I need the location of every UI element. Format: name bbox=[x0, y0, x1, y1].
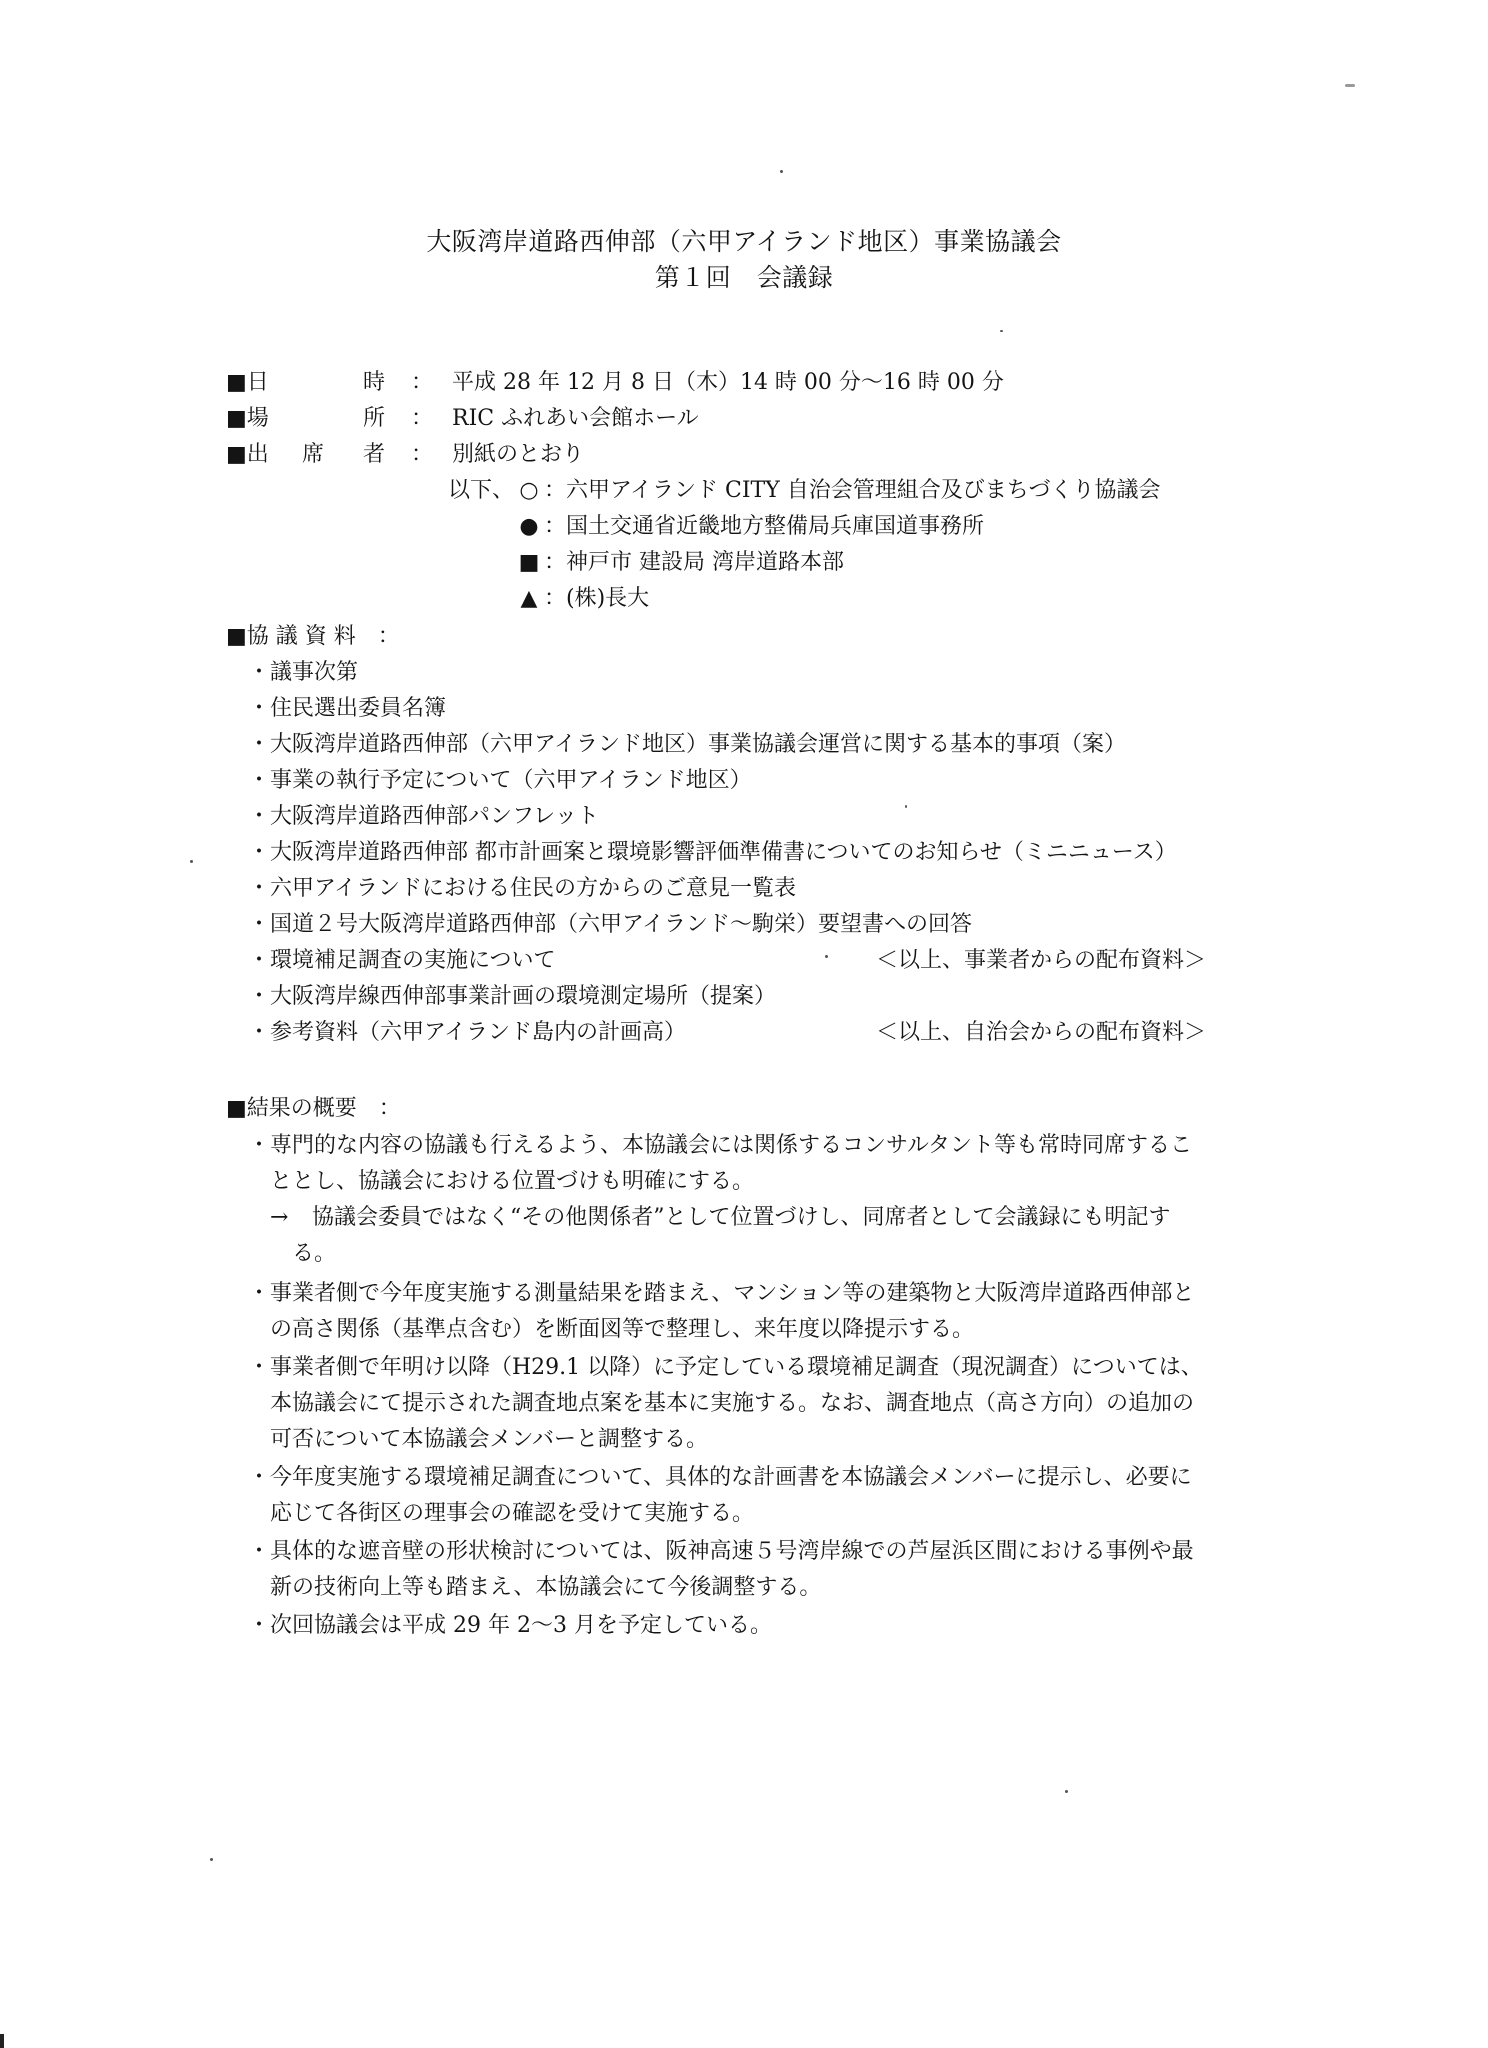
material-item: ・議事次第 bbox=[248, 660, 359, 685]
square-filled-icon: ■ bbox=[518, 550, 540, 575]
legend-item: ● ：国土交通省近畿地方整備局兵庫国道事務所 bbox=[514, 512, 984, 542]
materials-note-association: ＜以上、自治会からの配布資料＞ bbox=[876, 1020, 1207, 1045]
material-item: ・大阪湾岸道路西伸部（六甲アイランド地区）事業協議会運営に関する基本的事項（案） bbox=[248, 732, 1127, 757]
field-value: 平成 28 年 12 月 8 日（木）14 時 00 分～16 時 00 分 bbox=[452, 370, 1004, 395]
scan-speck bbox=[1000, 330, 1003, 332]
results-label: ■結果の概要 ： bbox=[226, 1096, 401, 1121]
document-title: 大阪湾岸道路西伸部（六甲アイランド地区）事業協議会 bbox=[426, 227, 1062, 256]
materials-note-operator: ＜以上、事業者からの配布資料＞ bbox=[876, 948, 1207, 973]
scan-speck bbox=[1065, 1790, 1068, 1793]
scan-speck bbox=[825, 955, 828, 958]
document-page: 大阪湾岸道路西伸部（六甲アイランド地区）事業協議会 第１回 会議録 ■日 時 ： 平成 28 年 12 月 8 日（木）14 時 00 分～16 時 00 分 ■場 所 ： RIC ふれあい会館ホール ■出 席 者 ： 別紙のとおり 以下、 ○ ：六甲アイランド CITY 自治会管理組合及びまちづくり協議会 ● ：国土交通省近畿地方整備局兵庫国道事務所 ■ ：神戸市 建設局 湾岸道路本部 ▲ ：(株)長大 ■協 議 資 料 ： ・議事次第 ・住民選出委員名簿 ・大阪湾岸道路西伸部（六甲アイランド地区）事業協議会運営に関する基本的事項（案） ・事業の執行予定について（六甲アイランド地区） ・大阪湾岸道路西伸部パンフレット ・大阪湾岸道路西伸部 都市計画案と環境影響評価準備書についてのお知らせ（ミニニュース） ・六甲アイランドにおける住民の方からのご意見一覧表 ・国道２号大阪湾岸道路西伸部（六甲アイランド～駒栄）要望書への回答 ・環境補足調査の実施について ＜以上、事業者からの配布資料＞ ・大阪湾岸線西伸部事業計画の環境測定場所（提案） ・参考資料（六甲アイランド島内の計画高） ＜以上、自治会からの配布資料＞ ■結果の概要 ： ・ 専門的な内容の協議も行えるよう、本協議会には関係するコンサルタント等も常時同席するこ ととし、協議会における位置づけも明確にする。 → 協議会委員ではなく“その他関係者”として位置づけし、同席者として会議録にも明記す る。 ・ 事業者側で今年度実施する測量結果を踏まえ、マンション等の建築物と大阪湾岸道路西伸部と の高さ関係（基準点含む）を断面図等で整理し、来年度以降提示する。 ・ 事業者側で年明け以降（H29.1 以降）に予定している環境補足調査（現況調査）については、 本協議会にて提示された調査地点案を基本に実施する。なお、調査地点（高さ方向）の追加の 可否について本協議会メンバーと調整する。 ・ 今年度実施する環境補足調査について、具体的な計画書を本協議会メンバーに提示し、必要に 応じて各街区の理事会の確認を受けて実施する。 ・ 具体的な遮音壁の形状検討については、阪神高速５号湾岸線での芦屋浜区間における事例や最 新の技術向上等も踏まえ、本協議会にて今後調整する。 ・ 次回協議会は平成 29 年 2～3 月を予定している。 bbox=[0, 0, 1488, 2048]
scan-speck bbox=[190, 860, 193, 863]
material-item: ・環境補足調査の実施について bbox=[248, 948, 556, 973]
result-item: ・ 次回協議会は平成 29 年 2～3 月を予定している。 bbox=[248, 1613, 772, 1638]
result-arrow-note: → 協議会委員ではなく“その他関係者”として位置づけし、同席者として会議録にも明記す る。 bbox=[270, 1200, 1171, 1272]
materials-label: ■協 議 資 料 ： bbox=[226, 624, 400, 649]
material-item: ・大阪湾岸道路西伸部パンフレット bbox=[248, 804, 599, 829]
legend-item: ○ ：六甲アイランド CITY 自治会管理組合及びまちづくり協議会 bbox=[514, 476, 1161, 506]
circle-open-icon: ○ bbox=[519, 478, 539, 503]
material-item: ・大阪湾岸線西伸部事業計画の環境測定場所（提案） bbox=[248, 984, 777, 1009]
material-item: ・事業の執行予定について（六甲アイランド地区） bbox=[248, 768, 752, 793]
scan-edge-mark bbox=[0, 2034, 4, 2048]
result-item: ・ 具体的な遮音壁の形状検討については、阪神高速５号湾岸線での芦屋浜区間における事例や最 新の技術向上等も踏まえ、本協議会にて今後調整する。 bbox=[248, 1539, 1194, 1600]
scan-speck bbox=[905, 805, 907, 808]
result-item: ・ 事業者側で年明け以降（H29.1 以降）に予定している環境補足調査（現況調査）については、 本協議会にて提示された調査地点案を基本に実施する。なお、調査地点（高さ方向）の追加の 可否について本協議会メンバーと調整する。 bbox=[248, 1355, 1203, 1452]
result-item: ・ 専門的な内容の協議も行えるよう、本協議会には関係するコンサルタント等も常時同席するこ ととし、協議会における位置づけも明確にする。 bbox=[248, 1133, 1193, 1194]
scan-speck bbox=[1345, 84, 1355, 87]
scan-speck bbox=[210, 1858, 213, 1861]
material-item: ・参考資料（六甲アイランド島内の計画高） bbox=[248, 1020, 687, 1045]
legend-item: ■ ：神戸市 建設局 湾岸道路本部 bbox=[514, 548, 844, 578]
field-value: 別紙のとおり bbox=[452, 442, 585, 467]
scan-speck bbox=[780, 170, 783, 173]
result-item: ・ 事業者側で今年度実施する測量結果を踏まえ、マンション等の建築物と大阪湾岸道路西伸部と の高さ関係（基準点含む）を断面図等で整理し、来年度以降提示する。 bbox=[248, 1281, 1195, 1342]
document-subtitle: 第１回 会議録 bbox=[654, 263, 834, 292]
material-item: ・国道２号大阪湾岸道路西伸部（六甲アイランド～駒栄）要望書への回答 bbox=[248, 912, 973, 937]
result-item: ・ 今年度実施する環境補足調査について、具体的な計画書を本協議会メンバーに提示し、必要に 応じて各街区の理事会の確認を受けて実施する。 bbox=[248, 1465, 1192, 1526]
material-item: ・大阪湾岸道路西伸部 都市計画案と環境影響評価準備書についてのお知らせ（ミニニュース） bbox=[248, 840, 1177, 865]
arrow-right-icon: → bbox=[270, 1205, 289, 1230]
material-item: ・六甲アイランドにおける住民の方からのご意見一覧表 bbox=[248, 876, 797, 901]
triangle-filled-icon: ▲ bbox=[520, 586, 538, 611]
material-item: ・住民選出委員名簿 bbox=[248, 696, 447, 721]
circle-filled-icon: ● bbox=[519, 514, 539, 539]
legend-item: ▲ ：(株)長大 bbox=[514, 584, 649, 614]
field-value: RIC ふれあい会館ホール bbox=[452, 406, 699, 431]
legend-prefix: 以下、 bbox=[448, 478, 515, 503]
